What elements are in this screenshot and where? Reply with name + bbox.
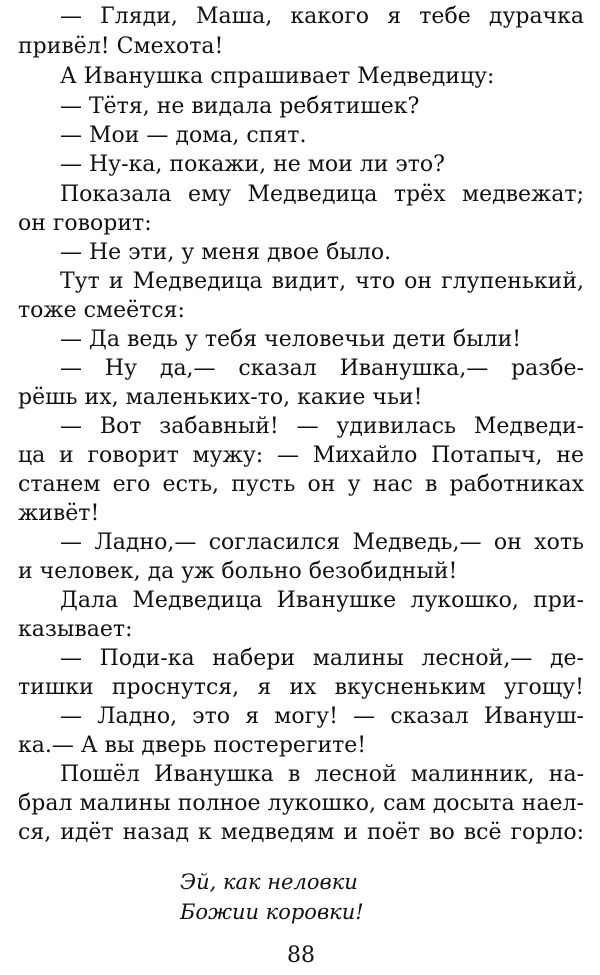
text-line: тоже смеётся: bbox=[18, 298, 185, 323]
text-line: тишки проснутся, я их вкусненьким угощу! bbox=[18, 675, 584, 700]
text-line: рёшь их, маленьких-то, какие чьи! bbox=[18, 385, 423, 410]
text-line: станем его есть, пусть он у нас в работниках bbox=[18, 472, 584, 497]
book-page bbox=[18, 0, 584, 975]
text-line: привёл! Смехота! bbox=[18, 34, 224, 59]
text-line: — Ну да,— сказал Иванушка,— разбе- bbox=[60, 356, 584, 381]
text-line: Показала ему Медведица трёх медвежат; bbox=[60, 182, 584, 207]
page-number: 88 bbox=[287, 943, 315, 968]
text-line: А Иванушка спрашивает Медведицу: bbox=[60, 64, 495, 89]
text-line: брал малины полное лукошко, сам досыта наел- bbox=[18, 791, 584, 816]
text-line: и человек, да уж больно безобидный! bbox=[18, 559, 458, 584]
text-line: — Ну-ка, покажи, не мои ли это? bbox=[60, 152, 445, 177]
text-line: — Тётя, не видала ребятишек? bbox=[60, 94, 420, 119]
text-line: — Гляди, Маша, какого я тебе дурачка bbox=[60, 4, 584, 29]
text-line: — Вот забавный! — удивилась Медведи- bbox=[60, 414, 584, 439]
text-line: — Мои — дома, спят. bbox=[60, 123, 307, 148]
text-line: — Ладно, это я могу! — сказал Ивануш- bbox=[60, 704, 584, 729]
text-line: — Да ведь у тебя человечьи дети были! bbox=[60, 327, 522, 352]
text-line: — Не эти, у меня двое было. bbox=[60, 240, 392, 265]
text-line: — Поди-ка набери малины лесной,— де- bbox=[60, 646, 584, 671]
text-line: Пошёл Иванушка в лесной малинник, на- bbox=[60, 762, 584, 787]
text-line: Дала Медведица Иванушке лукошко, при- bbox=[60, 588, 584, 613]
text-line: казывает: bbox=[18, 617, 133, 642]
text-line: ца и говорит мужу: — Михайло Потапыч, не bbox=[18, 443, 584, 468]
text-line: Тут и Медведица видит, что он глупенький, bbox=[60, 269, 584, 294]
text-line: ся, идёт назад к медведям и поёт во всё горло: bbox=[18, 820, 584, 845]
text-line: живёт! bbox=[18, 501, 100, 526]
poem-line: Эй, как неловки bbox=[180, 870, 358, 894]
poem-line: Божии коровки! bbox=[180, 900, 364, 924]
text-line: он говорит: bbox=[18, 211, 152, 236]
text-line: ка.— А вы дверь постерегите! bbox=[18, 733, 367, 758]
text-line: — Ладно,— согласился Медведь,— он хоть bbox=[60, 530, 584, 555]
